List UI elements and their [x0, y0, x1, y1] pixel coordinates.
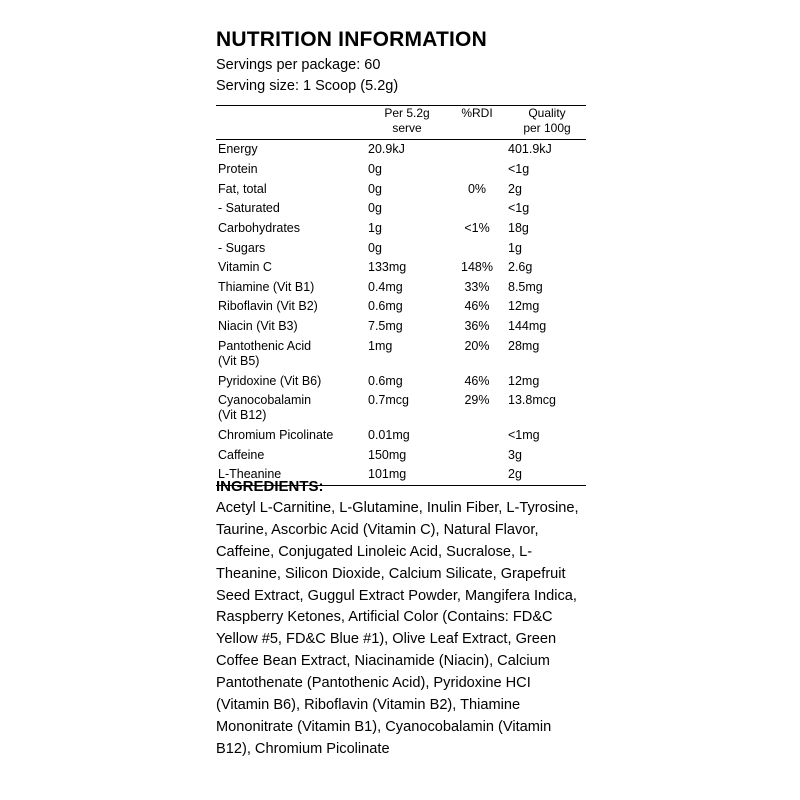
row-per100: 144mg: [508, 319, 547, 334]
row-per100: <1mg: [508, 428, 540, 443]
row-serve: 150mg: [368, 447, 407, 462]
row-per100: 401.9kJ: [508, 142, 552, 157]
column-header-serve-line2: serve: [392, 121, 422, 136]
table-row: [216, 446, 586, 466]
row-serve: 7.5mg: [368, 319, 403, 334]
table-row: [216, 160, 586, 180]
ingredients-title: INGREDIENTS:: [216, 478, 324, 495]
row-rdi: 46%: [464, 299, 490, 314]
row-rdi: [446, 446, 508, 466]
row-label-line2: (Vit B12): [218, 408, 267, 423]
row-label: Pyridoxine (Vit B6): [218, 373, 322, 388]
row-serve: 0.7mcg: [368, 393, 409, 408]
row-serve: 20.9kJ: [368, 142, 405, 157]
row-serve: 133mg: [368, 260, 407, 275]
nutrition-table-body: [216, 106, 586, 486]
row-rdi: [446, 140, 508, 160]
row-label: [216, 337, 368, 372]
row-rdi: <1%: [464, 220, 490, 235]
servings-per-package: Servings per package: 60: [216, 57, 381, 74]
row-serve: 0.6mg: [368, 373, 403, 388]
row-serve: 0.4mg: [368, 279, 403, 294]
row-per100: 1g: [508, 240, 522, 255]
row-rdi: [446, 238, 508, 258]
nutrition-table: [216, 105, 586, 486]
row-label: [216, 391, 368, 426]
row-serve: 0g: [368, 201, 382, 216]
row-serve: 0g: [368, 181, 382, 196]
column-header-serve-line1: Per 5.2g: [384, 106, 430, 121]
row-rdi: 20%: [464, 338, 490, 353]
row-label: Fat, total: [218, 181, 267, 196]
row-rdi: 148%: [461, 260, 493, 275]
row-serve: 0g: [368, 162, 382, 177]
row-label-line1: Cyanocobalamin: [218, 393, 312, 408]
row-label: Thiamine (Vit B1): [218, 279, 315, 294]
ingredients-section: [216, 478, 588, 761]
table-row: [216, 199, 586, 219]
row-serve: 0.01mg: [368, 428, 410, 443]
table-row: [216, 371, 586, 391]
row-label: - Sugars: [218, 240, 266, 255]
table-header-row: [216, 106, 586, 140]
row-label: Vitamin C: [218, 260, 272, 275]
row-per100: 8.5mg: [508, 279, 543, 294]
table-row: [216, 238, 586, 258]
row-rdi: 0%: [467, 181, 487, 196]
page-title: NUTRITION INFORMATION: [216, 28, 487, 51]
row-rdi: [446, 426, 508, 446]
column-header-quality: [508, 106, 586, 140]
table-row: [216, 278, 586, 298]
row-rdi: 33%: [464, 279, 490, 294]
nutrition-panel: [216, 28, 586, 486]
table-row: [216, 337, 586, 372]
row-per100: 18g: [508, 220, 529, 235]
ingredients-text: Acetyl L-Carnitine, L-Glutamine, Inulin Fiber, L-Tyrosine, Taurine, Ascorbic Acid (Vitamin C), Natural Flavor, Caffeine, Conjugated Linoleic Acid, Sucralose, L-Theanine, Silicon Dioxide, Calcium Silicate, Grapefruit Seed Extract, Guggul Extract Powder, Mangifera Indica, Raspberry Ketones, Artificial Color (Contains: FD&C Yellow #5, FD&C Blue #1), Olive Leaf Extract, Green Coffee Bean Extract, Niacinamide (Niacin), Calcium Pantothenate (Pantothenic Acid), Pyridoxine HCI (Vitamin B6), Riboflavin (Vitamin B2), Thiamine Mononitrate (Vitamin B1), Cyanocobalamin (Vitamin B12), Chromium Picolinate: [216, 500, 579, 757]
column-header-quality-line1: Quality: [528, 106, 566, 121]
row-serve: 0.6mg: [368, 299, 403, 314]
row-label: Riboflavin (Vit B2): [218, 299, 318, 314]
table-row: [216, 140, 586, 160]
table-row: [216, 258, 586, 278]
row-per100: 2.6g: [508, 260, 533, 275]
row-per100: 2g: [508, 467, 522, 482]
serving-size: Serving size: 1 Scoop (5.2g): [216, 77, 399, 94]
row-label-line1: Pantothenic Acid: [218, 338, 312, 353]
row-label: L-Theanine: [218, 467, 282, 482]
row-serve: 1g: [368, 220, 382, 235]
row-label: Caffeine: [218, 447, 265, 462]
row-rdi: 29%: [464, 393, 490, 408]
table-row: [216, 297, 586, 317]
row-per100: 2g: [508, 181, 522, 196]
row-label: Chromium Picolinate: [218, 428, 334, 443]
row-label: - Saturated: [218, 201, 280, 216]
row-rdi: [446, 160, 508, 180]
table-row: [216, 426, 586, 446]
row-per100: 12mg: [508, 299, 540, 314]
column-header-serve: [368, 106, 446, 140]
column-header-name: [216, 106, 368, 140]
row-label: Protein: [218, 162, 258, 177]
row-label: Carbohydrates: [218, 220, 300, 235]
row-per100: <1g: [508, 162, 530, 177]
row-label: Energy: [218, 142, 258, 157]
row-label-line2: (Vit B5): [218, 353, 260, 368]
row-per100: <1g: [508, 201, 530, 216]
table-row: [216, 391, 586, 426]
table-row: [216, 180, 586, 200]
table-row: [216, 219, 586, 239]
row-per100: 28mg: [508, 338, 540, 353]
row-per100: 12mg: [508, 373, 540, 388]
row-rdi: 46%: [464, 373, 490, 388]
row-serve: 0g: [368, 240, 382, 255]
row-per100: 3g: [508, 447, 522, 462]
row-rdi: [446, 199, 508, 219]
row-rdi: 36%: [464, 319, 490, 334]
row-serve: 101mg: [368, 467, 407, 482]
row-serve: 1mg: [368, 338, 393, 353]
row-label: Niacin (Vit B3): [218, 319, 298, 334]
column-header-rdi: %RDI: [461, 106, 493, 121]
column-header-quality-line2: per 100g: [523, 121, 571, 136]
table-row: [216, 317, 586, 337]
row-per100: 13.8mcg: [508, 393, 556, 408]
